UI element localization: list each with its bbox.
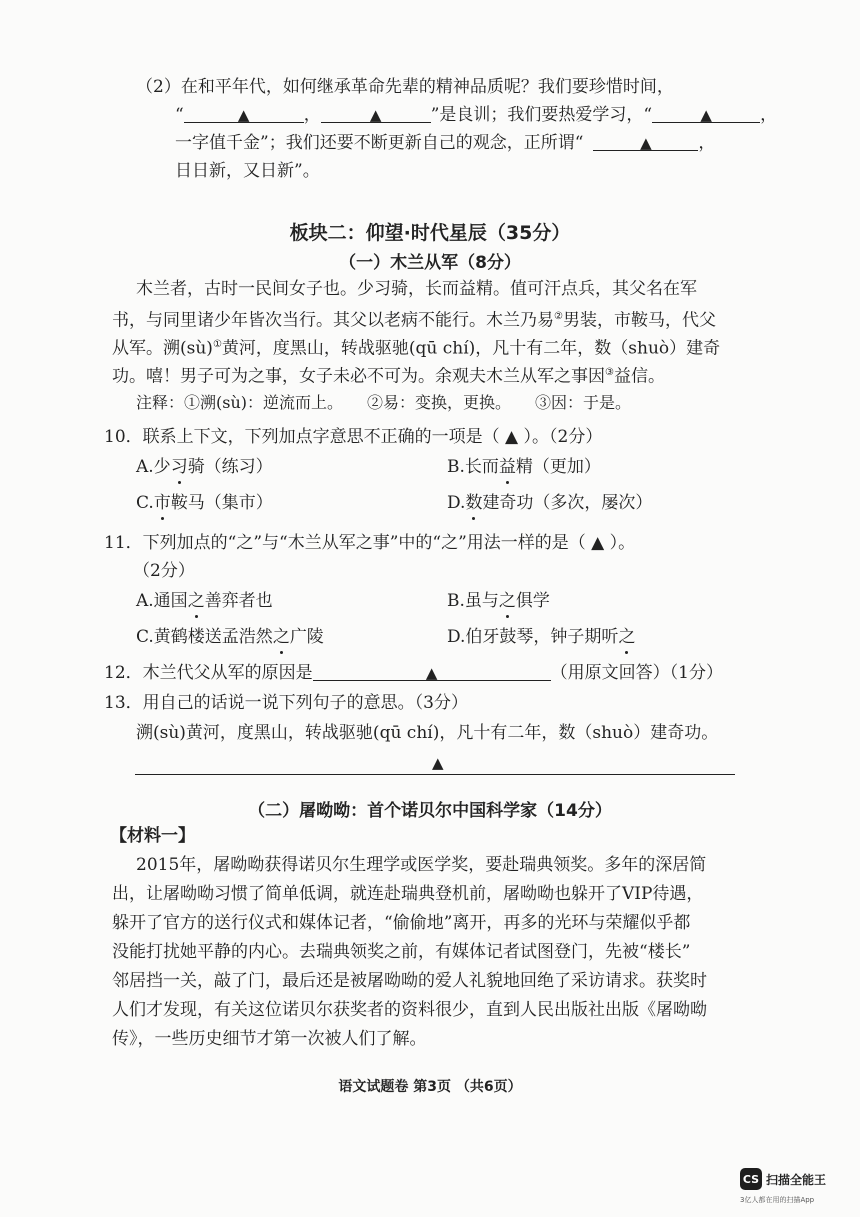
scanner-tagline: 3亿人都在用的扫描App (740, 1196, 815, 1204)
triangle-marker: ▲ (432, 754, 444, 772)
dotted-char: 益 (498, 457, 516, 477)
scanner-name: 扫描全能王 (766, 1172, 827, 1187)
triangle-marker: ▲ (640, 134, 652, 152)
q11-option-c[interactable] (136, 626, 324, 648)
option-text: 建奇功（多次，屡次） (482, 493, 653, 513)
q11-option-d[interactable] (447, 626, 635, 648)
camscanner-logo-icon: CS (740, 1168, 762, 1190)
q2-line3-text: 一字值千金”；我们还要不断更新自己的观念，正所谓“ (175, 133, 584, 153)
option-text: 俱学 (515, 591, 550, 611)
answer-blank[interactable] (593, 132, 698, 151)
q2-mid-text: ”是良训；我们要热爱学习，“ (430, 105, 653, 125)
triangle-marker: ▲ (237, 106, 250, 124)
dotted-char: 市 (153, 493, 171, 513)
comma: ， (760, 105, 778, 125)
q12-tail: （用原文回答）（1分） (550, 663, 723, 683)
material-line: 邻居挡一关，敲了门，最后还是被屠呦呦的爱人礼貌地回绝了采访请求。获奖时 (112, 971, 707, 991)
comma: ， (303, 105, 321, 125)
page-footer: 语文试题卷 第3页 （共6页） (338, 1079, 522, 1095)
dotted-char: 之 (618, 627, 636, 647)
dotted-char: 数 (465, 493, 483, 513)
passage-text: 黄河，度黑山，转战驱驰(qū chí)，凡十有二年，数（shuò）建奇 (221, 338, 721, 359)
q2-line2 (175, 104, 777, 126)
answer-blank[interactable] (313, 662, 551, 681)
passage-text: 从军。溯(sù) (112, 338, 213, 359)
passage-text: 书，与同里诸少年皆次当行。其父以老病不能行。木兰乃易 (112, 310, 554, 331)
answer-blank[interactable] (321, 104, 431, 123)
q10-option-c[interactable] (136, 492, 273, 514)
passage-notes: 注释：①溯(sù)：逆流而上。 ②易：变换，更换。 ③因：于是。 (136, 393, 632, 412)
footnote-mark: ① (212, 339, 222, 350)
option-text: B.虽与 (447, 591, 499, 611)
q10-option-b[interactable] (447, 456, 601, 478)
answer-blank[interactable] (652, 104, 760, 123)
option-text: 鞍马（集市） (170, 493, 273, 513)
quote: “ (175, 105, 184, 125)
passage-line (112, 306, 716, 332)
passage-line (112, 334, 720, 360)
section2-subtitle: （一）木兰从军（8分） (339, 253, 521, 273)
q12-stem: 12．木兰代父从军的原因是 (104, 663, 313, 683)
scanner-watermark (740, 1168, 826, 1190)
dotted-char: 习 (170, 457, 188, 477)
section2-title: 板块二：仰望·时代星辰（35分） (289, 222, 571, 244)
option-text: B.长而 (447, 457, 499, 477)
material-line: 人们才发现，有关这位诺贝尔获奖者的资料很少，直到人民出版社出版《屠呦呦 (112, 1000, 707, 1020)
q13-sentence: 溯(sù)黄河，度黑山，转战驱驰(qū chí)，凡十有二年，数（shuò）建奇功。 (136, 723, 719, 743)
footnote-mark: ② (554, 311, 563, 322)
material-line: 躲开了官方的送行仪式和媒体记者，“偷偷地”离开，再多的光环与荣耀似乎都 (112, 913, 691, 933)
q10-option-d[interactable] (447, 492, 652, 514)
material-line: 出，让屠呦呦习惯了简单低调，就连赴瑞典登机前，屠呦呦也躲开了VIP待遇， (112, 884, 704, 904)
passage-line: 木兰者，古时一民间女子也。少习骑，长而益精。值可汗点兵，其父名在军 (136, 279, 697, 299)
option-text: C.黄鹤楼送孟浩然 (136, 627, 273, 647)
q11-points: （2分） (133, 561, 195, 581)
option-text: 精（更加） (515, 457, 601, 477)
option-text: 善弈者也 (204, 591, 273, 611)
passage-line (112, 362, 665, 388)
dotted-char: 之 (187, 591, 205, 611)
dotted-char: 之 (272, 627, 290, 647)
passage-text: 男装，市鞍马，代父 (562, 310, 716, 331)
material-line: 2015年，屠呦呦获得诺贝尔生理学或医学奖，要赴瑞典领奖。多年的深居简 (136, 855, 707, 875)
option-text: A.通国 (136, 591, 188, 611)
option-text: D.伯牙鼓琴，钟子期听 (447, 627, 619, 647)
option-text: C. (136, 493, 154, 513)
q2-line1: （2）在和平年代，如何继承革命先辈的精神品质呢？我们要珍惜时间， (136, 77, 674, 97)
q11-option-b[interactable] (447, 590, 550, 612)
q13-stem: 13．用自己的话说一说下列句子的意思。（3分） (104, 693, 468, 713)
footnote-mark: ③ (605, 367, 614, 378)
option-text: 骑（练习） (187, 457, 273, 477)
dotted-char: 之 (498, 591, 516, 611)
q10-stem: 10．联系上下文，下列加点字意思不正确的一项是（ ▲ ）。（2分） (104, 427, 603, 447)
q13-answer-line[interactable] (135, 774, 735, 775)
part2-title: （二）屠呦呦：首个诺贝尔中国科学家（14分） (248, 801, 612, 821)
option-text: D. (447, 493, 466, 513)
q11-option-a[interactable] (136, 590, 273, 612)
material-line: 没能打扰她平静的内心。去瑞典领奖之前，有媒体记者试图登门，先被“楼长” (112, 942, 691, 962)
material-label: 【材料一】 (110, 826, 195, 846)
material-line: 传》，一些历史细节才第一次被人们了解。 (112, 1029, 427, 1049)
q10-option-a[interactable] (136, 456, 273, 478)
passage-text: 益信。 (613, 366, 665, 387)
triangle-marker: ▲ (700, 106, 712, 124)
triangle-marker: ▲ (369, 106, 382, 124)
answer-blank[interactable] (184, 104, 304, 123)
option-text: A.少 (136, 457, 171, 477)
option-text: 广陵 (289, 627, 324, 647)
triangle-marker: ▲ (425, 664, 438, 682)
comma: ， (698, 133, 716, 153)
q11-stem: 11．下列加点的“之”与“木兰从军之事”中的“之”用法一样的是（ ▲ ）。 (104, 533, 636, 553)
passage-text: 功。嘻！男子可为之事，女子未必不可为。余观夫木兰从军之事因 (112, 366, 605, 387)
q2-line3 (175, 132, 715, 154)
q2-line4: 日日新，又日新”。 (175, 161, 320, 181)
q12-line (104, 662, 723, 684)
